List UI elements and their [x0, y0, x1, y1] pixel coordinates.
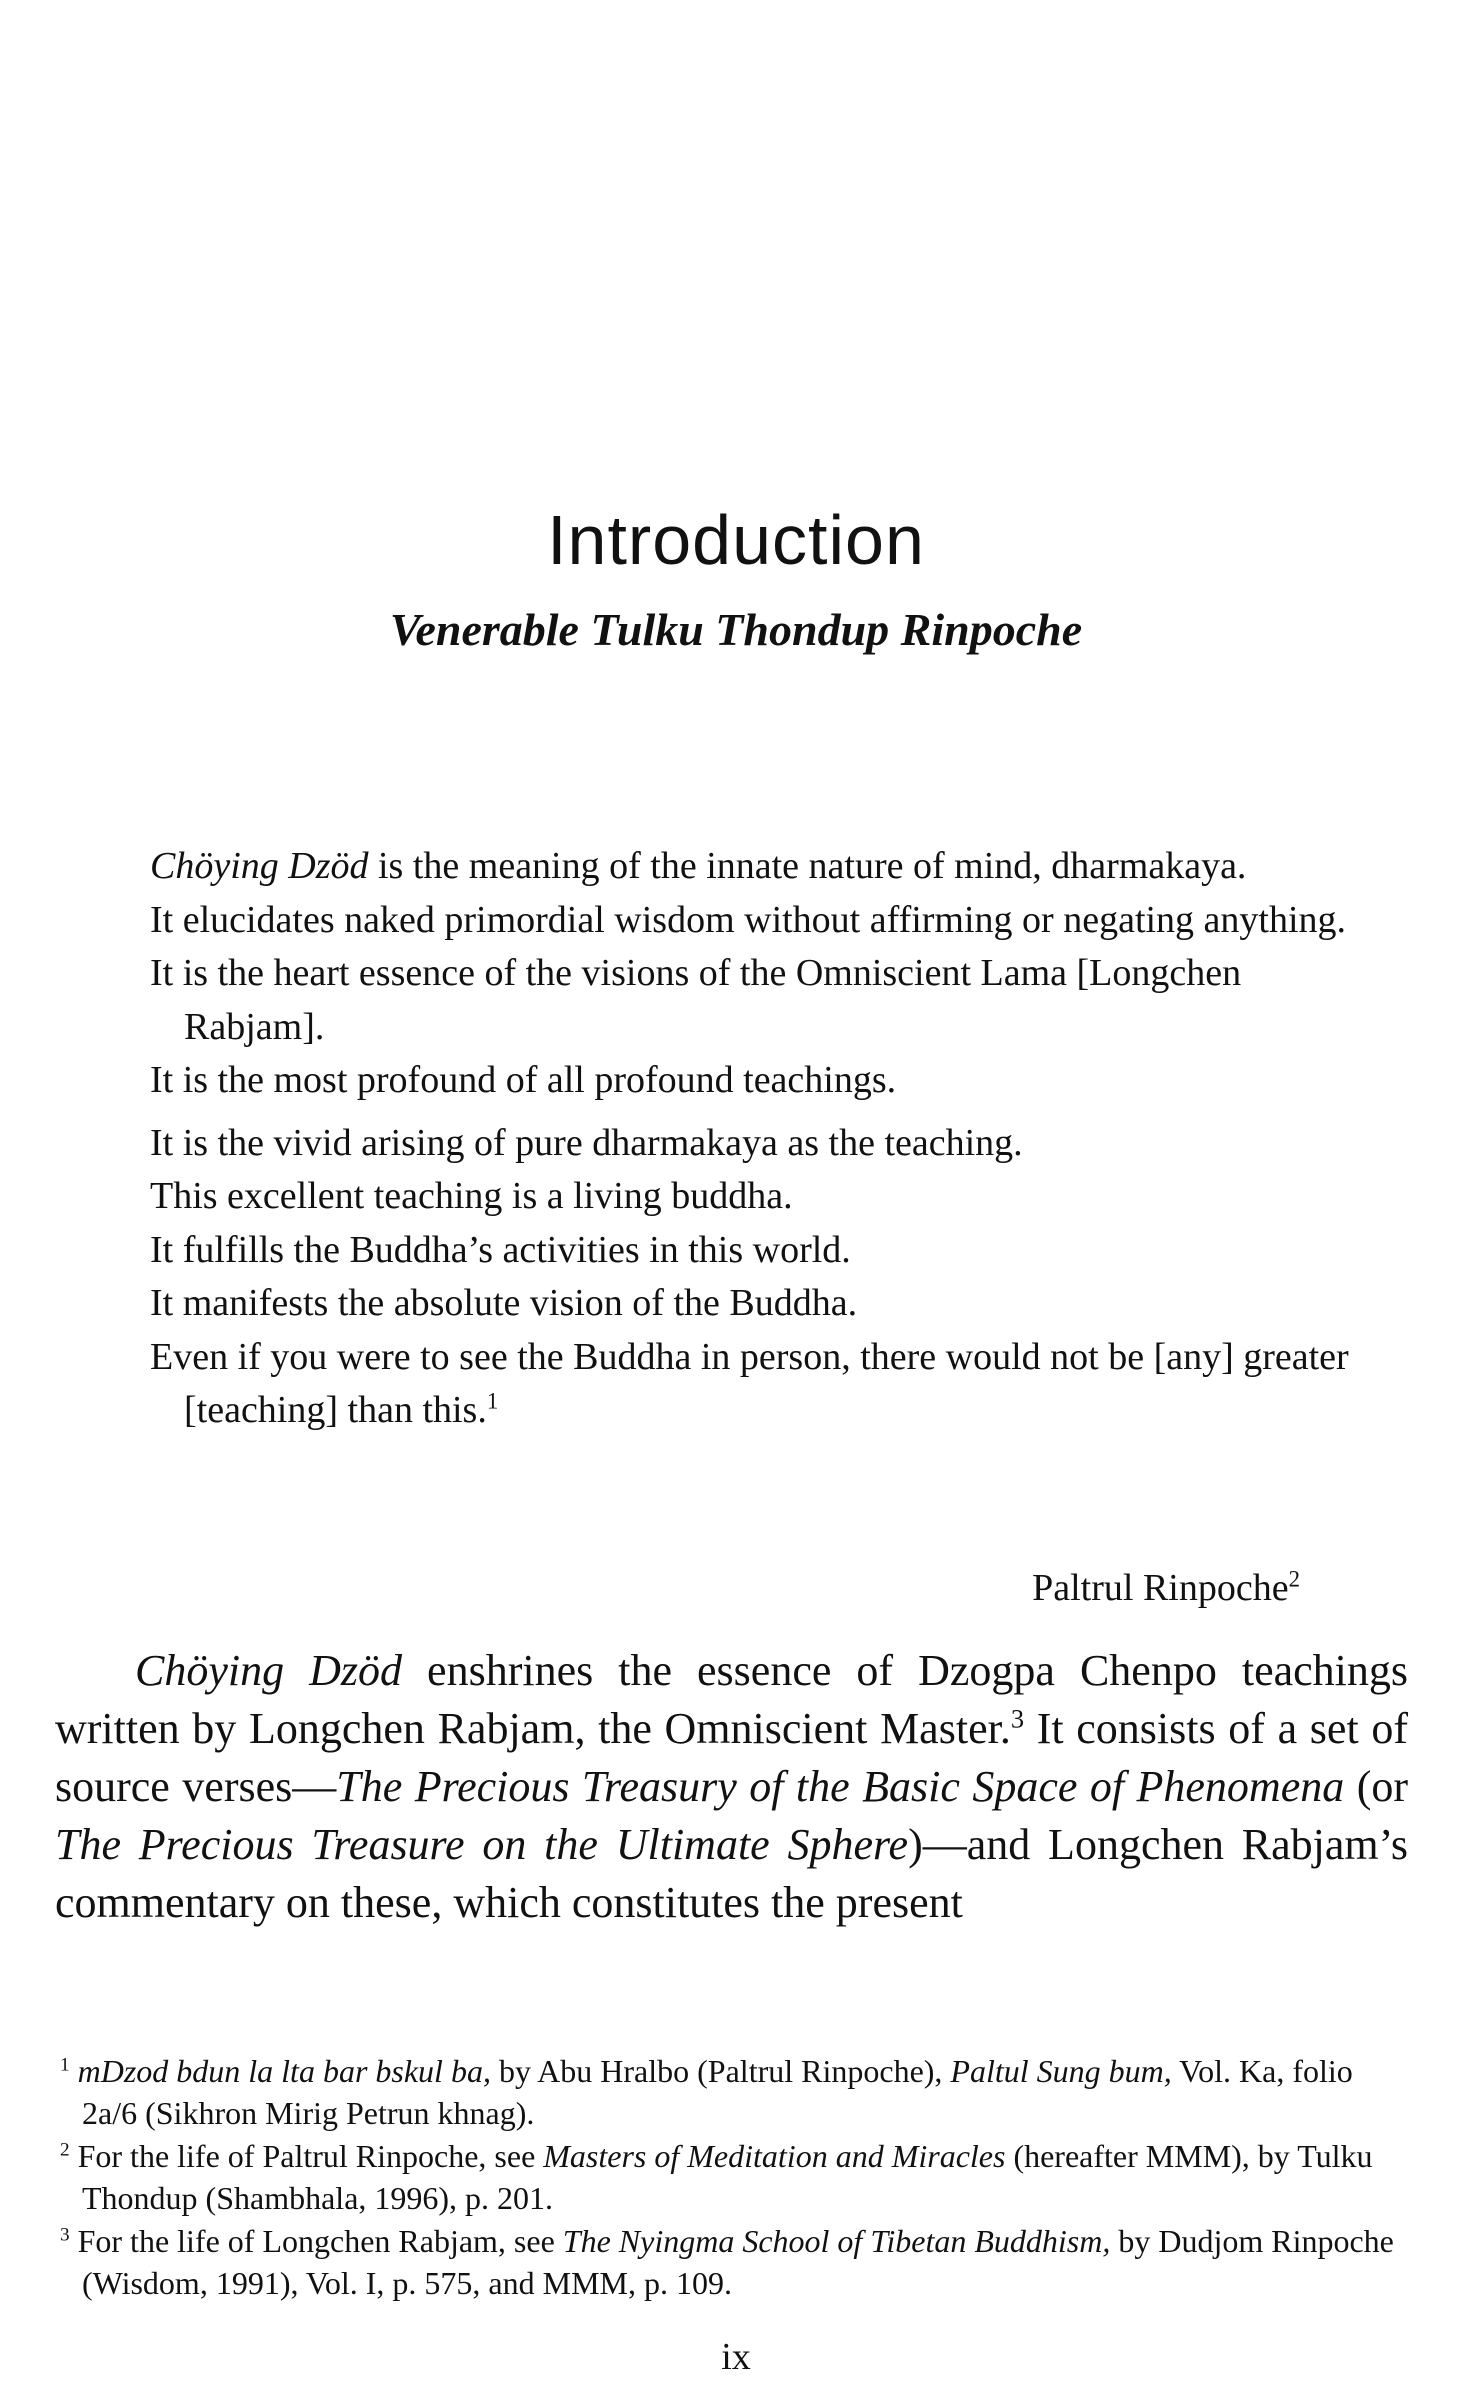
work-title: Chöying Dzöd	[150, 845, 369, 887]
footnote-marker: 2	[60, 2139, 70, 2161]
work-title: The Precious Treasury of the Basic Space of Phenomena	[336, 1762, 1345, 1811]
epigraph-line-text: is the meaning of the innate nature of mind, dharmakaya.	[368, 845, 1247, 887]
footnote-3	[60, 2220, 1410, 2304]
chapter-title: Introduction	[547, 501, 925, 579]
epigraph-line: It is the vivid arising of pure dharmakaya as the teaching.	[150, 1121, 1023, 1164]
epigraph-stanza-1	[150, 840, 1350, 1108]
work-title: mDzod bdun la lta bar bskul ba,	[77, 2053, 491, 2089]
page-number: ix	[721, 2336, 751, 2378]
footnotes	[60, 2050, 1410, 2305]
epigraph	[150, 840, 1350, 1438]
epigraph-line: It fulfills the Buddha’s activities in this world.	[150, 1228, 851, 1271]
footnote-text: by Dudjom Rinpoche (Wisdom, 1991), Vol. I, p. 575, and MMM, p. 109.	[82, 2223, 1394, 2301]
epigraph-stanza-2	[150, 1117, 1350, 1438]
footnote-text: For the life of Longchen Rabjam, see	[77, 2223, 563, 2259]
footnote-marker: 3	[60, 2224, 70, 2246]
epigraph-line-text: Even if you were to see the Buddha in person, there would not be [any] greater [teaching] than this.	[150, 1335, 1349, 1431]
body-text: )—and Longchen Rabjam’s commentary on these, which constitutes the present	[55, 1820, 1408, 1927]
footnote-text: (hereafter MMM), by Tulku Thondup (Shambhala, 1996), p. 201.	[82, 2138, 1373, 2216]
epigraph-line: It elucidates naked primordial wisdom without affirming or negating anything.	[150, 898, 1347, 941]
epigraph-line: It is the heart essence of the visions of the Omniscient Lama [Longchen Rabjam].	[150, 952, 1242, 1048]
footnote-text: Vol. Ka, folio 2a/6 (Sikhron Mirig Petrun khnag).	[82, 2053, 1353, 2131]
footnote-text: by Abu Hralbo (Paltrul Rinpoche),	[490, 2053, 951, 2089]
footnote-marker: 1	[60, 2054, 70, 2076]
epigraph-line: It is the most profound of all profound teachings.	[150, 1059, 897, 1101]
footnote-1	[60, 2050, 1410, 2134]
chapter-author: Venerable Tulku Thondup Rinpoche	[389, 604, 1083, 655]
epigraph-line	[150, 1331, 1350, 1438]
work-title: Chöying Dzöd	[135, 1646, 403, 1695]
attribution-name: Paltrul Rinpoche	[1032, 1567, 1289, 1609]
body-paragraph	[55, 1642, 1408, 1932]
epigraph-attribution	[150, 1562, 1300, 1614]
epigraph-line: It manifests the absolute vision of the Buddha.	[150, 1282, 858, 1324]
work-title: The Nyingma School of Tibetan Buddhism,	[562, 2223, 1111, 2259]
work-title: Paltul Sung bum,	[950, 2053, 1172, 2089]
epigraph-line: This excellent teaching is a living buddha.	[150, 1175, 793, 1217]
footnote-ref-3[interactable]: 3	[1010, 1703, 1025, 1734]
footnote-ref-2[interactable]: 2	[1288, 1566, 1300, 1592]
body-text: It consists of a set of source verses—	[55, 1704, 1408, 1811]
epigraph-line	[150, 840, 1350, 894]
body-text: enshrines the essence of Dzogpa Chenpo teachings written by Longchen Rabjam, the Omniscient Master.	[55, 1646, 1409, 1753]
work-title: Masters of Meditation and Miracles	[543, 2138, 1006, 2174]
footnote-2	[60, 2135, 1410, 2219]
footnote-ref-1[interactable]: 1	[486, 1388, 499, 1414]
footnote-text: For the life of Paltrul Rinpoche, see	[77, 2138, 544, 2174]
body-text: (or	[1344, 1762, 1408, 1811]
work-title: The Precious Treasure on the Ultimate Sphere	[55, 1820, 909, 1869]
